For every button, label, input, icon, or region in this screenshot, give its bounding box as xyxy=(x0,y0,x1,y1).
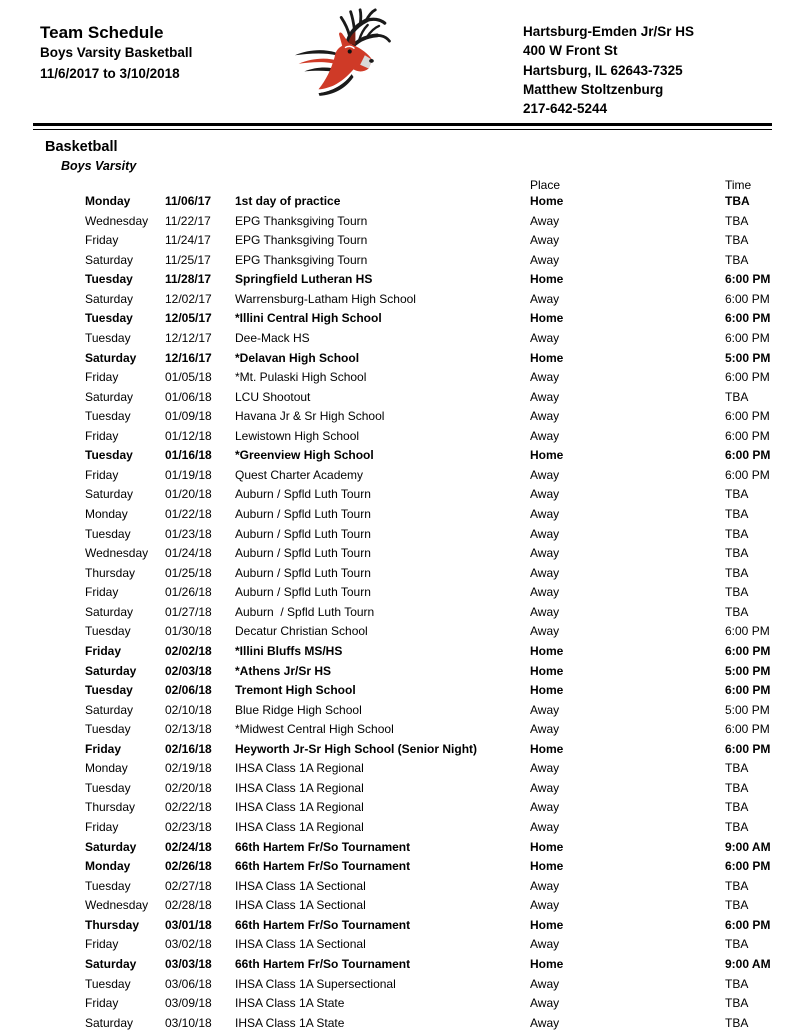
row-place: Away xyxy=(530,604,560,619)
row-day: Tuesday xyxy=(85,780,131,795)
row-place: Away xyxy=(530,252,560,267)
row-day: Friday xyxy=(85,996,119,1011)
row-date: 02/23/18 xyxy=(165,820,212,834)
stag-mascot-icon xyxy=(293,6,397,96)
page-title: Team Schedule xyxy=(40,23,164,42)
row-event: Blue Ridge High School xyxy=(235,702,362,717)
row-event: LCU Shootout xyxy=(235,389,311,404)
row-place: Away xyxy=(530,526,560,541)
sport-heading: Basketball xyxy=(45,139,118,155)
row-time: TBA xyxy=(725,252,749,267)
row-time: TBA xyxy=(725,389,749,404)
row-date: 02/28/18 xyxy=(165,898,212,913)
row-place: Home xyxy=(530,272,564,287)
row-time: TBA xyxy=(725,800,749,815)
schedule-row xyxy=(85,935,800,955)
schedule-row xyxy=(85,251,800,271)
row-event: Auburn / Spfld Luth Tourn xyxy=(235,507,371,521)
row-day: Tuesday xyxy=(85,683,133,698)
row-day: Monday xyxy=(85,507,128,521)
row-date: 01/12/18 xyxy=(165,428,212,443)
row-time: 6:00 PM xyxy=(725,311,771,326)
col-header-event-spacer xyxy=(235,179,530,192)
schedule-row xyxy=(85,622,800,642)
row-time: TBA xyxy=(725,996,749,1011)
row-day: Wednesday xyxy=(85,546,149,561)
row-place: Away xyxy=(530,409,560,424)
row-event: *Greenview High School xyxy=(235,448,374,463)
schedule-row xyxy=(85,388,800,408)
row-day: Saturday xyxy=(85,663,137,678)
row-place: Away xyxy=(530,800,560,815)
schedule-row xyxy=(85,544,800,564)
row-place: Away xyxy=(530,546,560,561)
row-time: TBA xyxy=(725,585,749,600)
row-day: Thursday xyxy=(85,565,136,580)
row-time: TBA xyxy=(725,487,749,502)
row-event: *Athens Jr/Sr HS xyxy=(235,663,332,678)
col-header-day-spacer xyxy=(85,179,165,192)
row-date: 02/22/18 xyxy=(165,800,212,815)
row-day: Tuesday xyxy=(85,311,133,326)
row-event: Warrensburg-Latham High School xyxy=(235,291,416,306)
row-place: Away xyxy=(530,722,560,737)
row-time: 5:00 PM xyxy=(725,702,770,717)
row-time: 6:00 PM xyxy=(725,409,770,424)
row-date: 03/06/18 xyxy=(165,976,212,991)
schedule-table xyxy=(0,179,800,1033)
row-time: TBA xyxy=(725,898,749,913)
row-day: Friday xyxy=(85,467,119,482)
row-place: Away xyxy=(530,937,560,952)
row-time: 6:00 PM xyxy=(725,741,771,756)
col-header-time: Time xyxy=(725,178,752,192)
row-day: Friday xyxy=(85,741,122,756)
school-info-block xyxy=(523,22,694,118)
row-event: *Delavan High School xyxy=(235,350,360,365)
schedule-row xyxy=(85,309,800,329)
row-date: 11/25/17 xyxy=(165,252,211,267)
row-place: Away xyxy=(530,213,560,228)
row-date: 12/02/17 xyxy=(165,291,212,306)
row-event: Auburn / Spfld Luth Tourn xyxy=(235,565,371,580)
row-place: Away xyxy=(530,780,560,795)
row-place: Home xyxy=(530,839,564,854)
row-place: Away xyxy=(530,1015,560,1030)
schedule-row xyxy=(85,896,800,916)
row-place: Home xyxy=(530,956,564,971)
schedule-row xyxy=(85,603,800,623)
row-date: 01/06/18 xyxy=(165,389,212,404)
row-place: Away xyxy=(530,330,560,345)
col-header-place: Place xyxy=(530,178,561,192)
schedule-row xyxy=(85,290,800,310)
row-date: 03/02/18 xyxy=(165,937,212,952)
row-place: Home xyxy=(530,448,564,463)
schedule-row xyxy=(85,446,800,466)
row-event: 66th Hartem Fr/So Tournament xyxy=(235,859,411,874)
row-date: 02/03/18 xyxy=(165,663,212,678)
row-event: IHSA Class 1A Supersectional xyxy=(235,976,396,991)
double-rule-divider xyxy=(33,123,772,130)
row-event: *Mt. Pulaski High School xyxy=(235,370,367,385)
schedule-row xyxy=(85,701,800,721)
schedule-row xyxy=(85,857,800,877)
row-day: Monday xyxy=(85,194,131,208)
row-place: Home xyxy=(530,663,564,678)
row-event: Heyworth Jr-Sr High School (Senior Night) xyxy=(235,741,478,756)
row-event: IHSA Class 1A Sectional xyxy=(235,898,366,913)
row-day: Tuesday xyxy=(85,624,131,639)
row-event: Springfield Lutheran HS xyxy=(235,272,373,287)
row-date: 02/19/18 xyxy=(165,761,212,776)
schedule-row xyxy=(85,877,800,897)
row-time: 5:00 PM xyxy=(725,350,771,365)
row-event: EPG Thanksgiving Tourn xyxy=(235,252,368,267)
row-time: 6:00 PM xyxy=(725,624,770,639)
schedule-row xyxy=(85,975,800,995)
row-event: Auburn / Spfld Luth Tourn xyxy=(235,546,371,561)
row-time: TBA xyxy=(725,878,749,893)
row-event: 66th Hartem Fr/So Tournament xyxy=(235,839,411,854)
schedule-row xyxy=(85,329,800,349)
row-date: 01/24/18 xyxy=(165,546,212,561)
row-time: 6:00 PM xyxy=(725,370,770,385)
row-place: Home xyxy=(530,859,564,874)
schedule-row xyxy=(85,662,800,682)
row-event: Auburn / Spfld Luth Tourn xyxy=(235,604,375,619)
schedule-row xyxy=(85,485,800,505)
row-place: Away xyxy=(530,507,560,521)
row-day: Friday xyxy=(85,370,119,385)
row-date: 01/23/18 xyxy=(165,526,212,541)
schedule-row xyxy=(85,916,800,936)
row-place: Home xyxy=(530,194,564,208)
row-time: TBA xyxy=(725,976,749,991)
row-place: Away xyxy=(530,233,560,248)
row-event: *Illini Central High School xyxy=(235,311,382,326)
row-day: Friday xyxy=(85,820,119,834)
row-time: 6:00 PM xyxy=(725,683,771,698)
team-heading: Boys Varsity xyxy=(61,159,137,173)
schedule-row xyxy=(85,779,800,799)
row-day: Tuesday xyxy=(85,976,131,991)
rule-thin-line xyxy=(33,129,772,131)
row-place: Away xyxy=(530,624,560,639)
row-date: 01/20/18 xyxy=(165,487,212,502)
schedule-row xyxy=(85,1014,800,1034)
row-event: Auburn / Spfld Luth Tourn xyxy=(235,585,371,600)
row-day: Wednesday xyxy=(85,213,149,228)
row-date: 02/13/18 xyxy=(165,722,212,737)
schedule-row xyxy=(85,838,800,858)
school-address-city: Hartsburg, IL 62643-7325 xyxy=(523,62,683,78)
contact-phone: 217-642-5244 xyxy=(523,101,608,117)
row-day: Saturday xyxy=(85,252,134,267)
row-day: Tuesday xyxy=(85,878,131,893)
row-place: Away xyxy=(530,996,560,1011)
schedule-row xyxy=(85,583,800,603)
row-date: 11/28/17 xyxy=(165,272,212,287)
row-day: Tuesday xyxy=(85,272,133,287)
row-date: 02/10/18 xyxy=(165,702,212,717)
row-place: Home xyxy=(530,311,564,326)
row-date: 01/19/18 xyxy=(165,467,212,482)
row-date: 12/05/17 xyxy=(165,311,212,326)
row-date: 03/09/18 xyxy=(165,996,212,1011)
schedule-row xyxy=(85,720,800,740)
schedule-row xyxy=(85,212,800,232)
row-date: 03/01/18 xyxy=(165,917,212,932)
schedule-row xyxy=(85,505,800,525)
row-date: 01/27/18 xyxy=(165,604,212,619)
row-place: Home xyxy=(530,741,564,756)
schedule-row xyxy=(85,407,800,427)
row-day: Saturday xyxy=(85,956,137,971)
row-date: 02/20/18 xyxy=(165,780,212,795)
row-date: 12/16/17 xyxy=(165,350,212,365)
schedule-row xyxy=(85,270,800,290)
row-event: Tremont High School xyxy=(235,683,356,698)
schedule-row xyxy=(85,818,800,838)
school-address-street: 400 W Front St xyxy=(523,43,618,59)
row-event: 66th Hartem Fr/So Tournament xyxy=(235,917,411,932)
row-day: Saturday xyxy=(85,350,137,365)
contact-name: Matthew Stoltzenburg xyxy=(523,81,664,97)
row-place: Away xyxy=(530,467,560,482)
row-event: Dee-Mack HS xyxy=(235,330,310,345)
row-date: 01/16/18 xyxy=(165,448,212,463)
row-time: TBA xyxy=(725,604,749,619)
row-date: 02/24/18 xyxy=(165,839,212,854)
row-date: 02/02/18 xyxy=(165,643,212,658)
row-time: TBA xyxy=(725,780,749,795)
row-date: 03/10/18 xyxy=(165,1015,212,1030)
row-day: Thursday xyxy=(85,800,136,815)
row-event: *Illini Bluffs MS/HS xyxy=(235,643,343,658)
row-date: 01/22/18 xyxy=(165,507,212,521)
row-time: TBA xyxy=(725,761,749,776)
row-day: Friday xyxy=(85,643,122,658)
row-date: 01/09/18 xyxy=(165,409,212,424)
row-day: Friday xyxy=(85,585,119,600)
schedule-row xyxy=(85,642,800,662)
schedule-row xyxy=(85,466,800,486)
row-place: Away xyxy=(530,487,560,502)
row-place: Home xyxy=(530,350,564,365)
row-day: Saturday xyxy=(85,839,137,854)
row-day: Saturday xyxy=(85,702,134,717)
row-time: 6:00 PM xyxy=(725,272,771,287)
row-time: TBA xyxy=(725,213,749,228)
school-name: Hartsburg-Emden Jr/Sr HS xyxy=(523,24,695,39)
col-header-date-spacer xyxy=(165,179,235,192)
schedule-row xyxy=(85,192,800,212)
row-day: Tuesday xyxy=(85,330,131,345)
row-day: Tuesday xyxy=(85,526,131,541)
row-event: IHSA Class 1A Regional xyxy=(235,761,364,776)
row-time: 6:00 PM xyxy=(725,330,770,345)
row-event: 66th Hartem Fr/So Tournament xyxy=(235,956,411,971)
row-event: IHSA Class 1A State xyxy=(235,1015,345,1030)
row-event: EPG Thanksgiving Tourn xyxy=(235,233,368,248)
schedule-row xyxy=(85,231,800,251)
row-place: Away xyxy=(530,565,560,580)
row-day: Friday xyxy=(85,233,119,248)
row-place: Away xyxy=(530,291,560,306)
row-date: 01/25/18 xyxy=(165,565,212,580)
row-event: Decatur Christian School xyxy=(235,624,368,639)
row-time: 6:00 PM xyxy=(725,722,770,737)
row-event: IHSA Class 1A Sectional xyxy=(235,937,366,952)
row-time: 9:00 AM xyxy=(725,956,771,971)
row-event: IHSA Class 1A Regional xyxy=(235,800,364,815)
row-place: Home xyxy=(530,683,564,698)
row-time: TBA xyxy=(725,546,749,561)
row-time: 6:00 PM xyxy=(725,291,770,306)
row-place: Away xyxy=(530,898,560,913)
row-time: TBA xyxy=(725,233,749,248)
row-time: TBA xyxy=(725,1015,749,1030)
row-date: 01/05/18 xyxy=(165,370,212,385)
row-day: Saturday xyxy=(85,604,134,619)
row-day: Saturday xyxy=(85,487,134,502)
row-event: 1st day of practice xyxy=(235,194,341,208)
row-event: Auburn / Spfld Luth Tourn xyxy=(235,526,371,541)
row-time: TBA xyxy=(725,937,749,952)
row-event: IHSA Class 1A Regional xyxy=(235,780,364,795)
row-time: 6:00 PM xyxy=(725,448,771,463)
schedule-row xyxy=(85,525,800,545)
schedule-row xyxy=(85,368,800,388)
row-date: 02/27/18 xyxy=(165,878,212,893)
row-place: Away xyxy=(530,428,560,443)
schedule-row xyxy=(85,994,800,1014)
schedule-row xyxy=(85,564,800,584)
row-place: Away xyxy=(530,702,560,717)
rule-thick-line xyxy=(33,123,772,126)
row-event: *Midwest Central High School xyxy=(235,722,394,737)
schedule-row xyxy=(85,740,800,760)
row-day: Saturday xyxy=(85,389,134,404)
row-time: 5:00 PM xyxy=(725,663,771,678)
row-day: Saturday xyxy=(85,291,134,306)
row-date: 12/12/17 xyxy=(165,330,212,345)
row-event: IHSA Class 1A Regional xyxy=(235,820,364,834)
row-place: Away xyxy=(530,878,560,893)
team-subtitle: Boys Varsity Basketball xyxy=(40,45,193,60)
row-place: Away xyxy=(530,585,560,600)
row-day: Monday xyxy=(85,859,131,874)
row-event: Auburn / Spfld Luth Tourn xyxy=(235,487,371,502)
schedule-rows xyxy=(0,192,800,1033)
row-place: Away xyxy=(530,389,560,404)
row-day: Thursday xyxy=(85,917,140,932)
row-event: EPG Thanksgiving Tourn xyxy=(235,213,368,228)
row-date: 11/22/17 xyxy=(165,213,211,228)
row-day: Wednesday xyxy=(85,898,149,913)
row-place: Away xyxy=(530,761,560,776)
row-place: Away xyxy=(530,820,560,834)
row-time: TBA xyxy=(725,565,749,580)
row-time: TBA xyxy=(725,820,749,834)
row-event: Lewistown High School xyxy=(235,428,360,443)
row-time: 6:00 PM xyxy=(725,467,770,482)
row-time: TBA xyxy=(725,526,749,541)
schedule-row xyxy=(85,955,800,975)
row-event: Havana Jr & Sr High School xyxy=(235,409,385,424)
row-date: 02/16/18 xyxy=(165,741,212,756)
schedule-row xyxy=(85,427,800,447)
row-day: Tuesday xyxy=(85,722,131,737)
row-date: 02/06/18 xyxy=(165,683,212,698)
row-day: Friday xyxy=(85,428,119,443)
row-event: IHSA Class 1A State xyxy=(235,996,345,1011)
schedule-column-headers xyxy=(85,179,800,192)
row-time: TBA xyxy=(725,194,750,208)
row-date: 03/03/18 xyxy=(165,956,212,971)
row-time: 6:00 PM xyxy=(725,428,770,443)
schedule-row xyxy=(85,759,800,779)
schedule-row xyxy=(85,681,800,701)
row-time: 9:00 AM xyxy=(725,839,771,854)
row-place: Home xyxy=(530,643,564,658)
row-place: Home xyxy=(530,917,564,932)
row-time: TBA xyxy=(725,507,749,521)
schedule-row xyxy=(85,798,800,818)
schedule-row xyxy=(85,349,800,369)
row-event: Quest Charter Academy xyxy=(235,467,364,482)
row-date: 01/30/18 xyxy=(165,624,212,639)
row-date: 01/26/18 xyxy=(165,585,212,600)
row-day: Tuesday xyxy=(85,448,133,463)
row-day: Monday xyxy=(85,761,128,776)
row-place: Away xyxy=(530,976,560,991)
row-time: 6:00 PM xyxy=(725,643,771,658)
row-date: 11/06/17 xyxy=(165,194,212,208)
row-day: Friday xyxy=(85,937,119,952)
row-day: Tuesday xyxy=(85,409,131,424)
row-event: IHSA Class 1A Sectional xyxy=(235,878,366,893)
row-place: Away xyxy=(530,370,560,385)
row-time: 6:00 PM xyxy=(725,917,771,932)
row-time: 6:00 PM xyxy=(725,859,771,874)
row-date: 02/26/18 xyxy=(165,859,212,874)
row-day: Saturday xyxy=(85,1015,134,1030)
row-date: 11/24/17 xyxy=(165,233,211,248)
report-header-left xyxy=(40,22,192,84)
date-range: 11/6/2017 to 3/10/2018 xyxy=(40,66,180,81)
